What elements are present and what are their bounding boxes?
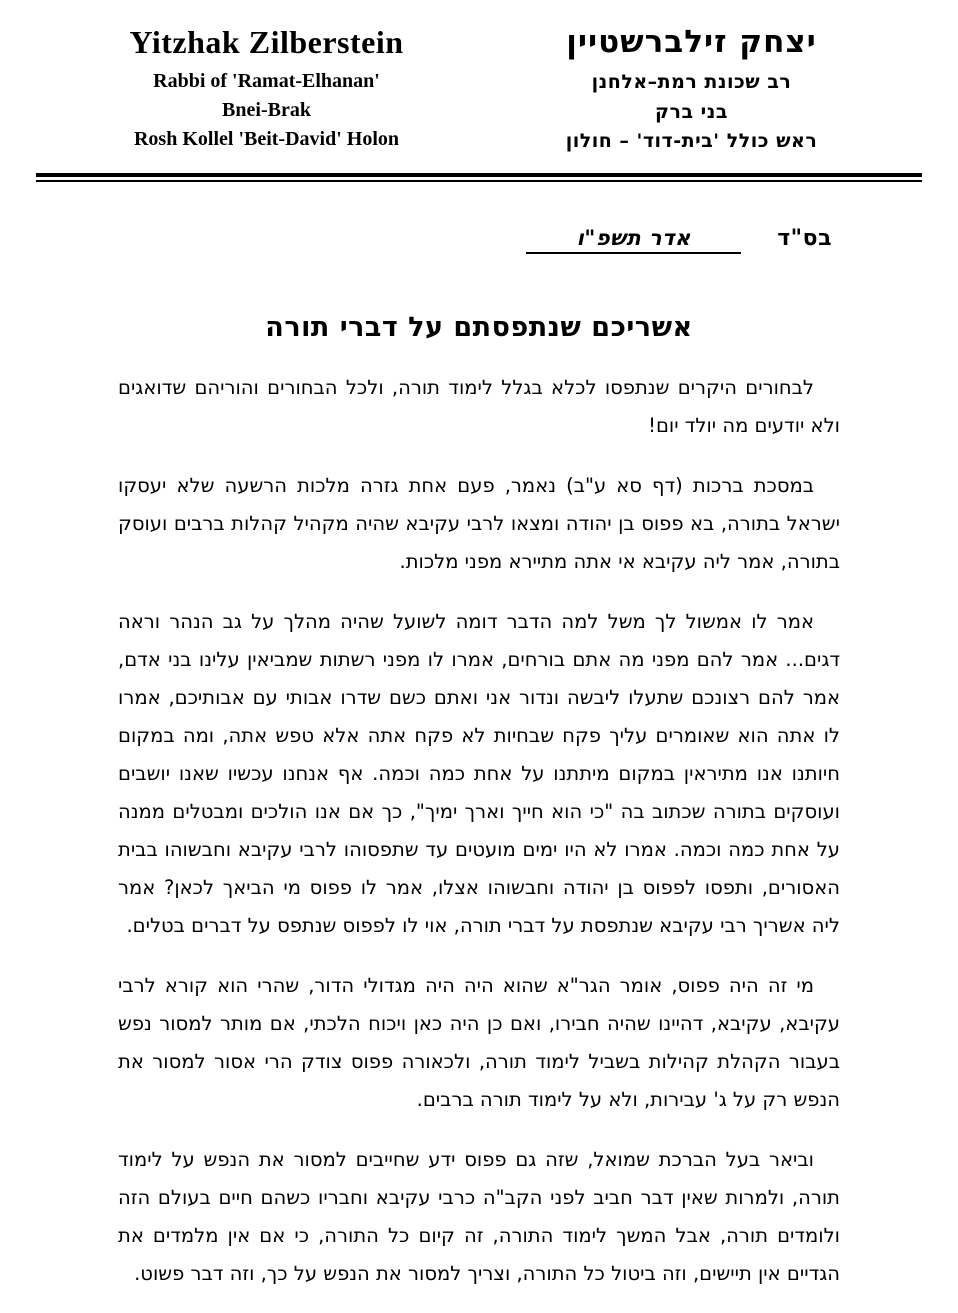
letterhead-hebrew-line-3: ראש כולל 'בית-דוד' – חולון xyxy=(565,130,818,153)
letterhead-latin-line-2: Bnei-Brak xyxy=(222,98,311,121)
letterhead-hebrew-line-2: בני ברק xyxy=(655,100,728,123)
letterhead-latin-line-3: Rosh Kollel 'Beit-David' Holon xyxy=(133,127,400,150)
paragraph: וביאר בעל הברכת שמואל, שזה גם פפוס ידע שחייבים למסור את הנפש על לימוד תורה, ולמרות שאין דבר חביב לפני הקב"ה כרבי עקיבא וחבריו כשהם חיים בעולם הזה ולומדים תורה, אבל המשך לימוד התורה, זה קיום כל התורה, כי אם אין מלמדים את הגדיים אין תיישים, וזה ביטול כל התורה, וצריך למסור את הנפש על כך, וזה דבר פשוט. xyxy=(118,1147,840,1285)
paragraph: אמר לו אמשול לך משל למה הדבר דומה לשועל שהיה מהלך על גב הנהר וראה דגים... אמר להם מפני מה אתם בורחים, אמרו לו מפני רשתות שמביאין עלינו בני אדם, אמר להם רצונכם שתעלו ליבשה ונדור אני ואתם כשם שדרו אבותי עם אבותיכם, אמרו לו אתה הוא שאומרים עליך פקח שבחיות לא פקח אתה אלא טפש אתה, ומה במקום חיותנו אנו מתיראין במקום מיתתנו על אחת כמה וכמה. אף אנחנו עכשיו שאנו יושבים ועוסקים בתורה שכתוב בה "כי הוא חייך וארך ימיך", כך אם אנו הולכים ומבטלים ממנה על אחת כמה וכמה. אמרו לא היו ימים מועטים עד שתפסוהו לרבי עקיבא וחבשוהו בבית האסורים, ותפסו לפפוס בן יהודה וחבשוהו אצלו, אמר לו פפוס מי הביאך לכאן? אמר ליה אשריך רבי עקיבא שנתפסת על דברי תורה, אוי לו לפפוס שנתפס על דברים בטלים. xyxy=(118,609,840,937)
letterhead-latin xyxy=(54,24,479,154)
paragraph: לבחורים היקרים שנתפסו לכלא בגלל לימוד תורה, ולכל הבחורים והוריהם שדואגים ולא יודעים מה יולד יום! xyxy=(118,375,840,437)
document-body xyxy=(34,369,924,1293)
page-title: אשריכם שנתפסתם על דברי תורה xyxy=(265,311,693,343)
paragraph: מי זה היה פפוס, אומר הגר"א שהוא היה היה מגדולי הדור, שהרי הוא קורא לרבי עקיבא, עקיבא, דהיינו שהיה חבירו, ואם כן היה כאן ויכוח הלכתי, אם מותר למסור נפש בעבור הקהלת קהילות בשביל לימוד תורה, ולכאורה פפוס צודק הרי אסור למסור את הנפש רק על ג' עבירות, ולא על לימוד תורה ברבים. xyxy=(118,973,840,1111)
letterhead xyxy=(34,18,924,157)
date-row xyxy=(34,226,832,254)
letterhead-divider xyxy=(36,173,922,182)
date-value: אדר תשפ"ו xyxy=(576,225,691,250)
paragraph: במסכת ברכות (דף סא ע"ב) נאמר, פעם אחת גזרה מלכות הרשעה שלא יעסקו ישראל בתורה, בא פפוס בן יהודה ומצאו לרבי עקיבא שהיה מקהיל קהלות ברבים ועוסק בתורה, אמר ליה עקיבא אי אתה מתיירא מפני מלכות. xyxy=(118,473,840,573)
letterhead-latin-name: Yitzhak Zilberstein xyxy=(129,24,404,60)
letterhead-hebrew xyxy=(479,24,904,157)
letterhead-hebrew-name: יצחק זילברשטיין xyxy=(566,24,817,60)
date-field xyxy=(526,226,741,254)
divider-thin-line xyxy=(36,180,922,182)
letterhead-hebrew-line-1: רב שכונת רמת–אלחנן xyxy=(591,71,792,94)
letterhead-latin-line-1: Rabbi of 'Ramat-Elhanan' xyxy=(153,69,380,92)
bsd-label: בס"ד xyxy=(777,225,832,251)
